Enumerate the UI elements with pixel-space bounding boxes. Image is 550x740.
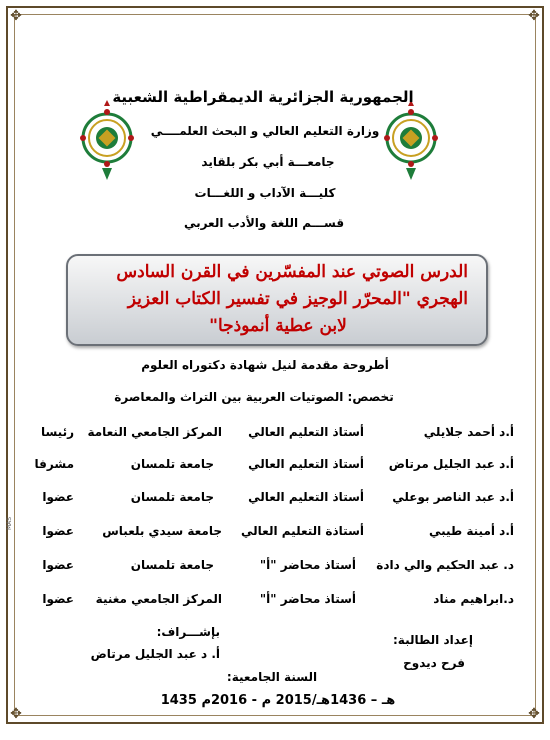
member-role: عضوا	[42, 524, 74, 538]
department-line: قســـم اللغة والأدب العربي	[183, 216, 345, 230]
student-name: فرح ديدوح	[403, 656, 465, 670]
member-institution: جامعة سيدي بلعباس	[102, 524, 222, 538]
committee-row	[30, 592, 514, 612]
member-name: د.ابراهيم مناد	[433, 592, 514, 606]
member-name: أ.د عبد الجليل مرتاض	[388, 457, 514, 471]
member-rank: أستاذ التعليم العالي	[248, 425, 364, 439]
committee-row	[30, 457, 514, 477]
member-role: عضوا	[42, 558, 74, 572]
member-rank: أستاذ التعليم العالي	[248, 490, 364, 504]
title-banner	[66, 254, 488, 346]
academic-year-label: السنة الجامعية:	[226, 670, 318, 684]
member-institution: جامعة تلمسان	[130, 457, 214, 471]
supervisor-name: أ. د عبد الجليل مرتاض	[90, 647, 220, 661]
committee-row	[30, 558, 514, 578]
member-role: مشرفا	[34, 457, 74, 471]
university-emblem-left-icon	[80, 98, 134, 182]
member-role: رئيسا	[40, 425, 74, 439]
member-rank: أستاذ محاضر "أ"	[259, 592, 356, 606]
committee-row	[30, 524, 514, 544]
faculty-line: كليـــة الآداب و اللغـــات	[194, 186, 336, 200]
member-role: عضوا	[42, 490, 74, 504]
member-role: عضوا	[42, 592, 74, 606]
corner-ornament-icon: ✥	[10, 8, 22, 24]
member-institution: جامعة تلمسان	[130, 558, 214, 572]
corner-ornament-icon: ✥	[528, 8, 540, 24]
supervision-label: بإشـــراف:	[156, 625, 220, 639]
university-emblem-right-icon	[384, 98, 438, 182]
member-rank: أستاذة التعليم العالي	[241, 524, 364, 538]
university-line: جامعـــة أبي بكر بلقايد	[201, 155, 335, 169]
library-side-label	[6, 516, 26, 740]
member-rank: أستاذ التعليم العالي	[248, 457, 364, 471]
member-institution: المركز الجامعي مغنية	[95, 592, 222, 606]
title-line-2: الهجري "المحرّر الوجيز في تفسير الكتاب العزيز	[127, 289, 468, 309]
member-name: أ.د عبد الناصر بوعلي	[392, 490, 514, 504]
committee-row	[30, 425, 514, 445]
member-rank: أستاذ محاضر "أ"	[259, 558, 356, 572]
thesis-description: أطروحة مقدمة لنيل شهادة دكتوراه العلوم	[141, 358, 389, 372]
academic-year-value: 1435 هـ – 1436هـ/2015 م - 2016م	[160, 693, 396, 708]
member-name: أ.د أمينة طيبي	[428, 524, 514, 538]
prepared-by-label: إعداد الطالبة:	[393, 633, 473, 647]
member-name: د. عبد الحكيم والي دادة	[376, 558, 514, 572]
title-line-3: لابن عطية أنموذجا"	[209, 316, 347, 336]
corner-ornament-icon: ✥	[10, 706, 22, 722]
committee-row	[30, 490, 514, 510]
member-institution: المركز الجامعي النعامة	[87, 425, 222, 439]
thesis-specialty: تخصص: الصوتيات العربية بين التراث والمعاصرة	[114, 390, 394, 404]
member-institution: جامعة تلمسان	[130, 490, 214, 504]
library-code-text: MAS	[6, 516, 13, 530]
republic-heading: الجمهورية الجزائرية الديمقراطية الشعبية	[112, 88, 414, 106]
title-line-1: الدرس الصوتي عند المفسّرين في القرن السادس	[116, 262, 468, 282]
corner-ornament-icon: ✥	[528, 706, 540, 722]
member-name: أ.د أحمد جلايلي	[423, 425, 514, 439]
ministry-line: وزارة التعليم العالي و البحث العلمــــي	[150, 124, 380, 138]
